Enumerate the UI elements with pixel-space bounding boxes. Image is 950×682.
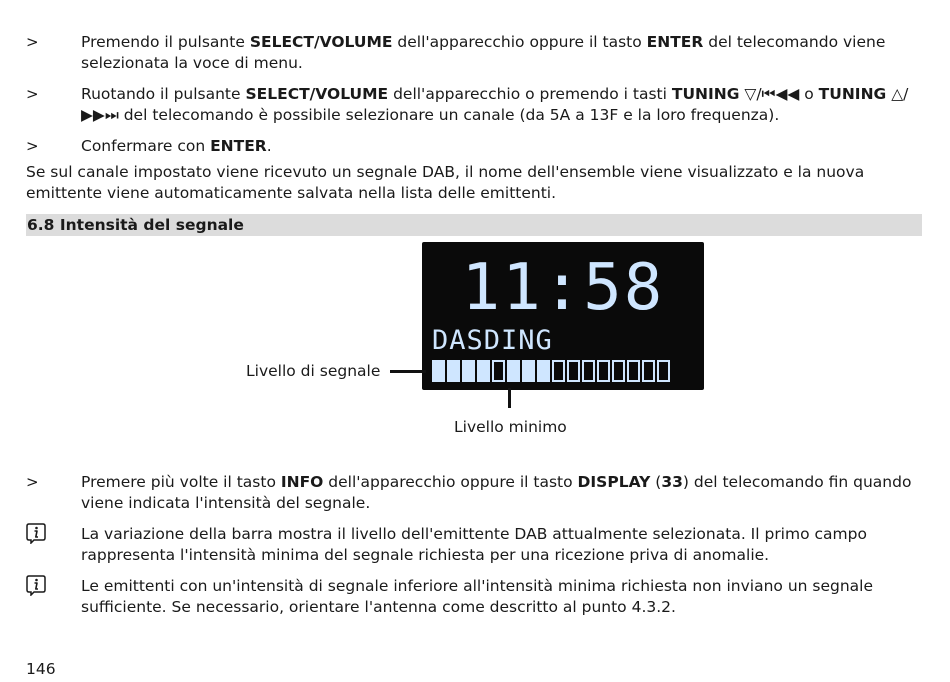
info-note-icon [25,522,47,544]
paragraph-text: Se sul canale impostato viene ricevuto un segnale DAB, il nome dell'ensemble viene visualizzato e la nuova emittente viene automaticamente salvata nella lista delle emittenti. [26,163,865,202]
signal-cell-filled [432,360,445,382]
signal-cell-empty [597,360,610,382]
bullet-text [81,136,921,157]
signal-cell-filled [462,360,475,382]
bold-term: ENTER [210,137,267,155]
signal-cell-empty [552,360,565,382]
callout-line-signal [390,370,426,373]
display-clock: 11:58 [461,251,665,325]
text-run: dell'apparecchio oppure il tasto [323,473,578,491]
signal-cell-empty [567,360,580,382]
section-heading-text: 6.8 Intensità del segnale [27,216,244,234]
text-run: ) del telecomando fin quando viene indicata l'intensità del segnale. [81,473,912,512]
arrow-bullet-icon: > [26,33,39,51]
signal-cell-filled [522,360,535,382]
signal-cell-empty [627,360,640,382]
signal-cell-empty [582,360,595,382]
radio-display-image [422,242,704,390]
note-text: La variazione della barra mostra il livello dell'emittente DAB attualmente selezionata. Il primo campo rappresenta l'intensità minima del segnale richiesta per una ricezione priva di anomalie. [81,525,867,564]
display-station-name: DASDING [432,325,553,356]
arrow-bullet-icon: > [26,473,39,491]
text-run: Ruotando il pulsante [81,85,246,103]
label-minimum-level: Livello minimo [454,418,567,436]
arrow-bullet-icon: > [26,85,39,103]
text-run: △/▶▶⏭ del telecomando è possibile selezionare un canale (da 5A a 13F e la loro frequenza). [81,85,909,124]
signal-cell-empty [657,360,670,382]
bold-term: ENTER [646,33,704,51]
signal-cell-empty [612,360,625,382]
signal-level-bar [432,360,670,384]
bold-term: TUNING [671,85,740,103]
text-run: Confermare con [81,137,211,155]
bullet-text [81,472,921,514]
text-run: dell'apparecchio o premendo i tasti [388,85,672,103]
callout-line-minimum [508,388,511,408]
text-run: Premere più volte il tasto [81,473,281,491]
signal-cell-empty [642,360,655,382]
text-run: . [266,137,272,155]
text-run: del telecomando viene selezionata la voce di menu. [81,33,886,72]
bold-term: 33 [661,473,683,491]
bullet-text [81,32,921,74]
signal-cell-filled [537,360,550,382]
signal-cell-filled [447,360,460,382]
label-signal-level: Livello di segnale [246,362,381,380]
text-run: Premendo il pulsante [81,33,250,51]
text-run: dell'apparecchio oppure il tasto [392,33,647,51]
signal-cell-filled [477,360,490,382]
section-heading [26,214,922,236]
bold-term: SELECT/VOLUME [245,85,389,103]
page-number: 146 [26,660,56,678]
info-note-icon [25,574,47,596]
signal-cell-filled [507,360,520,382]
bullet-text [81,84,921,126]
note-text: Le emittenti con un'intensità di segnale inferiore all'intensità minima richiesta non inviano un segnale sufficiente. Se necessario, orientare l'antenna come descritto al punto 4.3.2. [81,577,874,616]
text-run: ▽/⏮◀◀ o [739,85,819,103]
arrow-bullet-icon: > [26,137,39,155]
bold-term: SELECT/VOLUME [249,33,393,51]
signal-cell-minimum [492,360,505,382]
bold-term: INFO [280,473,324,491]
bold-term: TUNING [818,85,887,103]
bold-term: DISPLAY [577,473,651,491]
text-run: ( [650,473,662,491]
